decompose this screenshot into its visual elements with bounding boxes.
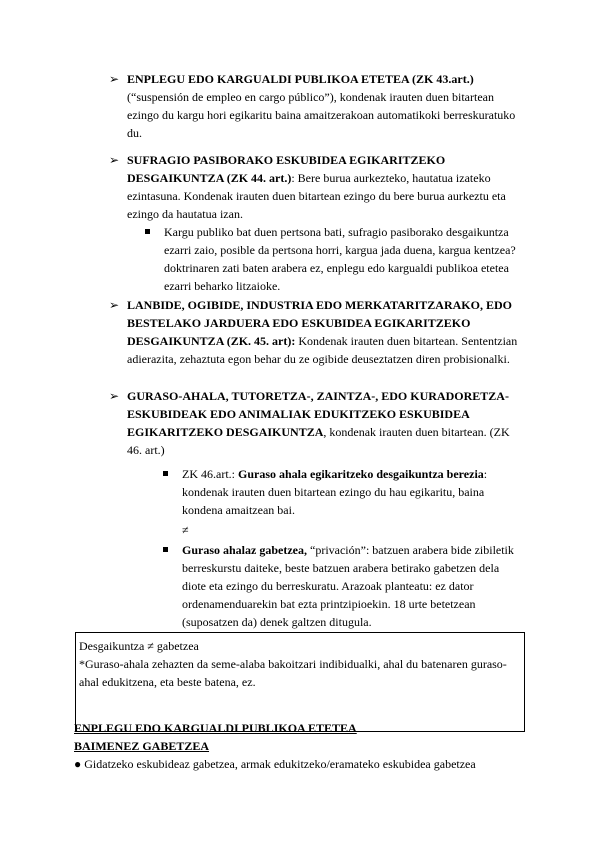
footer-title-1: ENPLEGU EDO KARGUALDI PUBLIKOA ETETEA xyxy=(74,721,357,735)
section-passive-suffrage xyxy=(109,151,527,295)
arrow-bullet-icon: ➢ xyxy=(109,389,120,403)
footer-item: ● Gidatzeko eskubideaz gabetzea, armak edukitzeko/eramateko eskubidea gabetzea xyxy=(74,757,476,771)
section-heading: GURASO-AHALA, TUTORETZA-, ZAINTZA-, EDO KURADORETZA- ESKUBIDEAK EDO ANIMALIAK EDUKITZEKO ESKUBIDEA EGIKARITZEKO DESGAIKUNTZA xyxy=(127,389,509,439)
list-item xyxy=(164,223,527,295)
note-box xyxy=(75,632,525,732)
not-equal-sign: ≠ xyxy=(182,523,189,537)
section-profession-disqualification xyxy=(109,296,527,368)
arrow-bullet-icon: ➢ xyxy=(109,298,120,312)
section-employment-suspension xyxy=(109,70,527,142)
section-heading: SUFRAGIO PASIBORAKO ESKUBIDEA EGIKARITZEKO DESGAIKUNTZA (ZK 44. art.) xyxy=(127,153,446,185)
square-bullet-icon xyxy=(163,547,168,552)
note-line-2: *Guraso-ahala zehazten da seme-alaba bakoitzari indibidualki, ahal du batenaren guraso-ahal edukitzena, eta beste batena, ez. xyxy=(79,657,507,689)
list-item xyxy=(182,541,522,631)
section-text: (“suspensión de empleo en cargo público”), kondenak irauten duen bitartean ezingo du kargu hori egikaritu baina amaitzerakoan automatikoki berreskuratuko du. xyxy=(127,90,516,140)
footer-title-2: BAIMENEZ GABETZEA xyxy=(74,739,210,753)
section-heading: ENPLEGU EDO KARGUALDI PUBLIKOA ETETEA (ZK 43.art.) xyxy=(127,72,474,86)
list-item-prefix: ZK 46.art.: xyxy=(182,467,238,481)
list-item xyxy=(182,465,522,519)
bullet-list xyxy=(164,223,527,295)
section-text: , kondenak irauten duen bitartean. (ZK 46. art.) xyxy=(127,425,510,457)
section-heading: LANBIDE, OGIBIDE, INDUSTRIA EDO MERKATARITZARAKO, EDO BESTELAKO JARDUERA EDO ESKUBIDEA EGIKARITZEKO DESGAIKUNTZA (ZK. 45. art): xyxy=(127,298,512,348)
footer-section xyxy=(74,719,534,773)
square-bullet-icon xyxy=(163,471,168,476)
list-item-bold: Guraso ahalaz gabetzea, xyxy=(182,543,307,557)
arrow-bullet-icon: ➢ xyxy=(109,153,120,167)
note-line-1: Desgaikuntza ≠ gabetzea xyxy=(79,639,199,653)
arrow-bullet-icon: ➢ xyxy=(109,72,120,86)
bullet-list xyxy=(182,465,522,631)
list-item-text: Kargu publiko bat duen pertsona bati, sufragio pasiborako desgaikuntza ezarri zaio, posible da pertsona horri, kargua jada duena, kargua kentzea? doktrinaren zati baten arabera ez, enplegu edo kargualdi publikoa etetea ezarri beharko litzaioke. xyxy=(164,225,516,293)
section-text: : Bere burua aurkezteko, hautatua izateko ezintasuna. Kondenak irauten duen bitartean ezingo du bere burua aurkeztu eta ezingo da hautatua izan. xyxy=(127,171,506,221)
list-item-text: “privación”: batzuen arabera bide zibiletik berreskurstu daiteke, beste batzuen arabera betirako gabetzen dela diote eta ezingo du berreskuratu. Arazoak planteatu: ez dator ordenamenduarekin bat ezta printzipioekin. 18 urte betetzean (suposatzen da) denek galtzen ditugula. xyxy=(182,543,514,629)
list-item-bold: Guraso ahala egikaritzeko desgaikuntza berezia xyxy=(238,467,484,481)
section-text: Kondenak irauten duen bitartean. Sententzian adierazita, zehaztuta egon behar du ze ogibide deuseztatzen diren probisionalki. xyxy=(127,334,518,366)
list-item-text: : kondenak irauten duen bitartean ezingo du hau egikaritu, baina kondena amaitzean bai. xyxy=(182,467,488,517)
square-bullet-icon xyxy=(145,229,150,234)
section-parental-authority xyxy=(109,387,527,631)
